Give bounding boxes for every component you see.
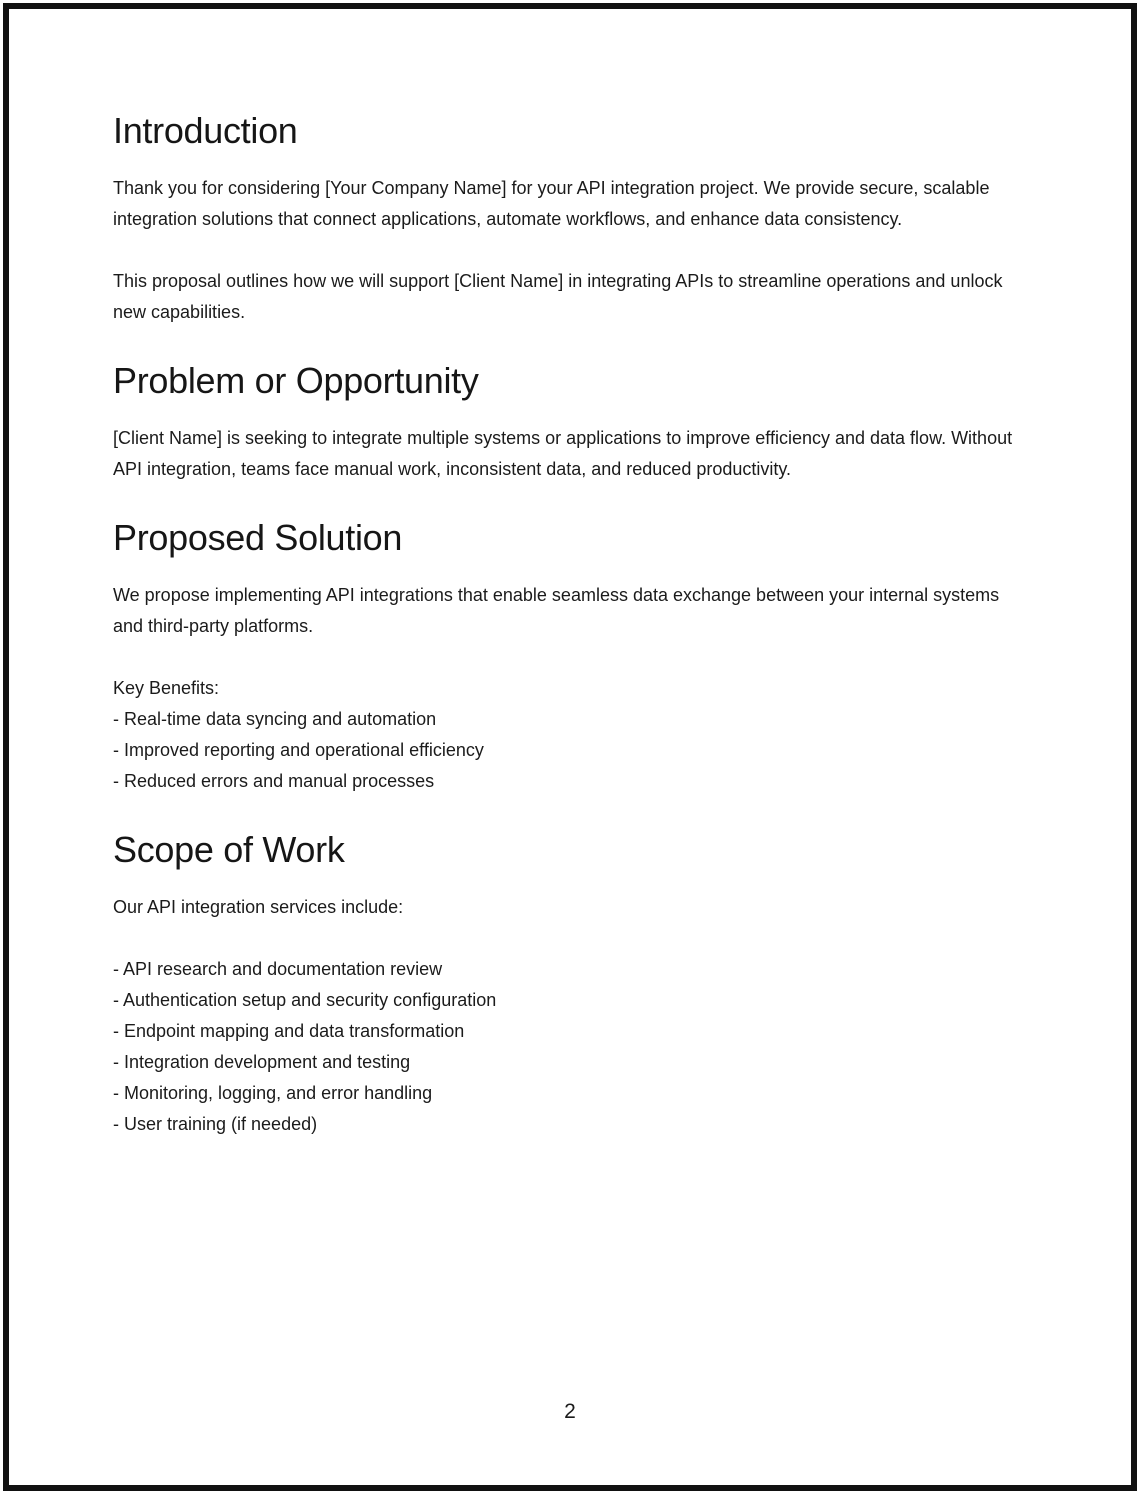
document-content	[113, 0, 1018, 1171]
section-heading-introduction: Introduction	[113, 110, 298, 151]
key-benefits-intro: Key Benefits:	[113, 678, 220, 698]
key-benefits-list	[113, 673, 1018, 797]
list-item: - Real-time data syncing and automation	[113, 709, 437, 729]
list-item: - Authentication setup and security configuration	[113, 990, 497, 1010]
paragraph-proposed-solution: We propose implementing API integrations that enable seamless data exchange between your internal systems and third-party platforms.	[113, 585, 1000, 636]
page-number: 2	[564, 1400, 576, 1423]
list-item: - API research and documentation review	[113, 959, 443, 979]
section-heading-scope-of-work: Scope of Work	[113, 829, 345, 870]
list-item: - User training (if needed)	[113, 1114, 318, 1134]
paragraph-problem-or-opportunity: [Client Name] is seeking to integrate multiple systems or applications to improve efficiency and data flow. Without API integration, teams face manual work, inconsistent data, and reduced productivity.	[113, 428, 1013, 479]
paragraph-introduction-1: Thank you for considering [Your Company Name] for your API integration project. We provide secure, scalable integration solutions that connect applications, automate workflows, and enhance data consistency.	[113, 178, 990, 229]
scope-of-work-list	[113, 954, 1018, 1140]
list-item: - Reduced errors and manual processes	[113, 771, 435, 791]
list-item: - Integration development and testing	[113, 1052, 411, 1072]
list-item: - Improved reporting and operational efficiency	[113, 740, 484, 760]
list-item: - Monitoring, logging, and error handling	[113, 1083, 433, 1103]
paragraph-scope-of-work: Our API integration services include:	[113, 897, 404, 917]
list-item: - Endpoint mapping and data transformation	[113, 1021, 465, 1041]
paragraph-introduction-2: This proposal outlines how we will support [Client Name] in integrating APIs to streamline operations and unlock new capabilities.	[113, 271, 1003, 322]
section-heading-proposed-solution: Proposed Solution	[113, 517, 403, 558]
section-heading-problem-or-opportunity: Problem or Opportunity	[113, 360, 479, 401]
